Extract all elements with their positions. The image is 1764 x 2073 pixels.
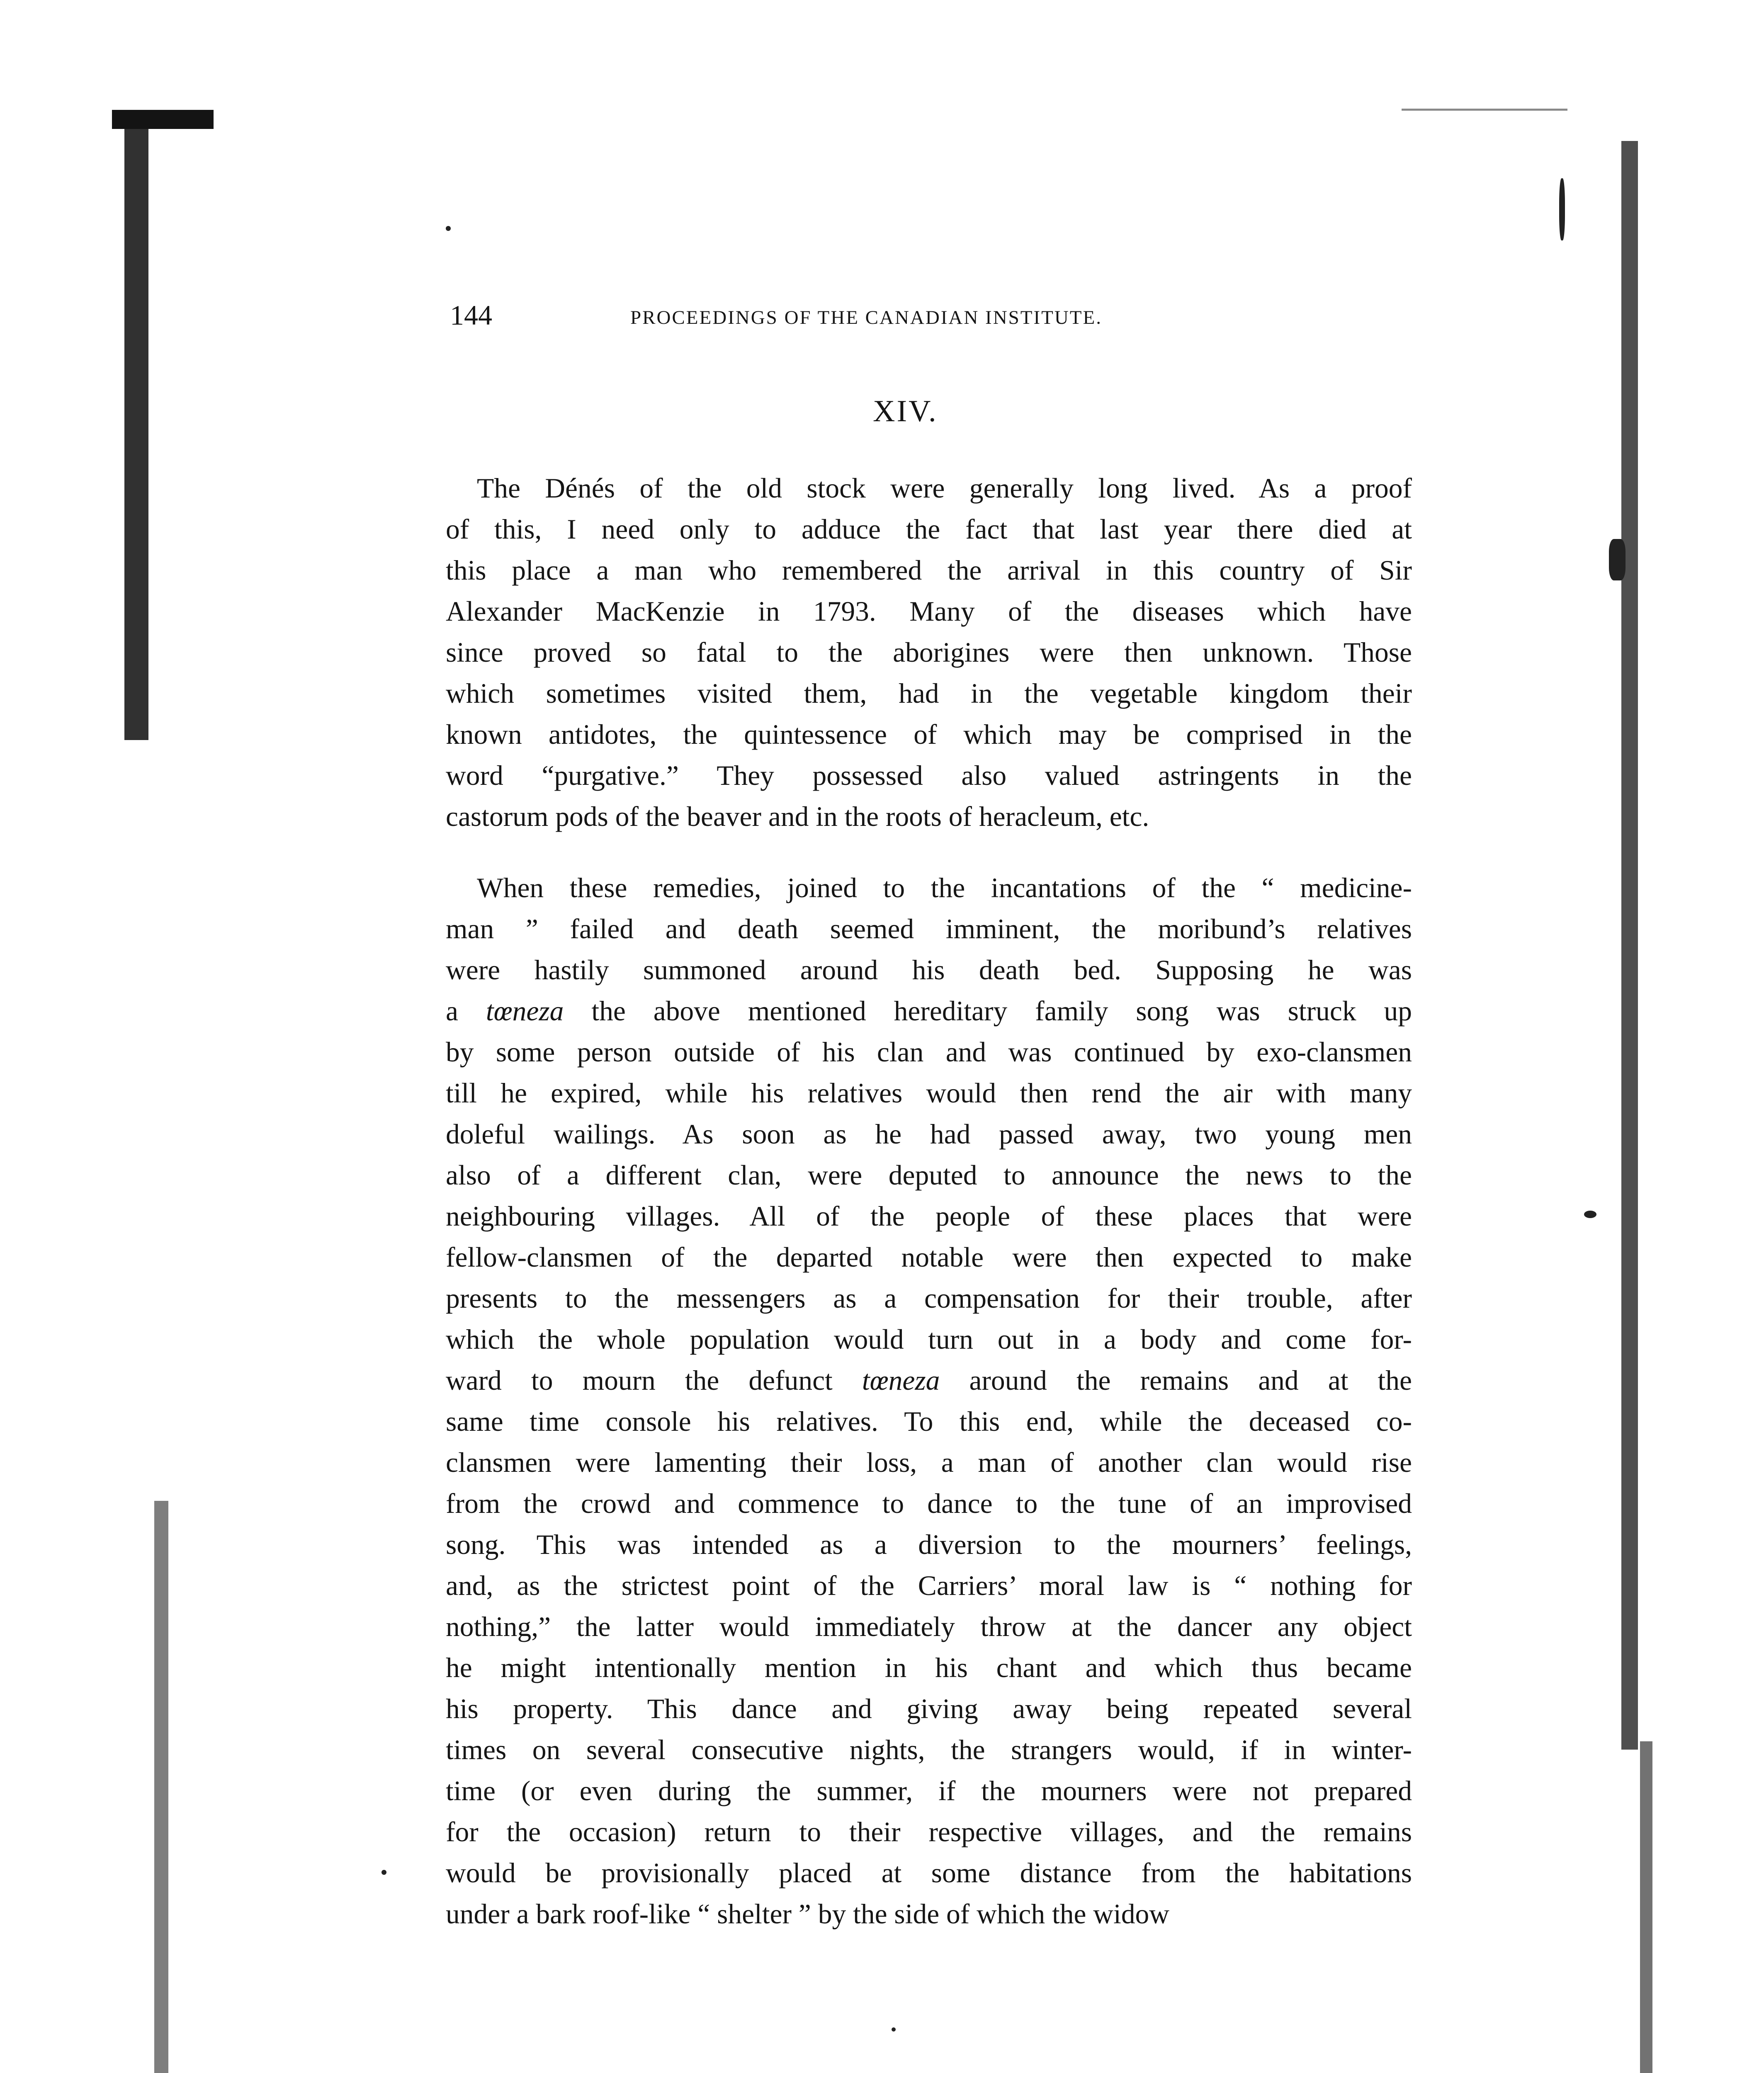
text-line: man ” failed and death seemed imminent, the moribund’s relatives	[446, 913, 1412, 944]
text-line: The Dénés of the old stock were generally long lived. As a proof	[477, 473, 1412, 504]
running-head: PROCEEDINGS OF THE CANADIAN INSTITUTE.	[630, 307, 1102, 328]
scan-border-right-lower	[1640, 1741, 1652, 2073]
text-line: times on several consecutive nights, the strangers would, if in winter-	[446, 1734, 1412, 1765]
body-paragraph	[446, 468, 1412, 837]
page-number: 144	[450, 299, 492, 331]
text-line: presents to the messengers as a compensation for their trouble, after	[446, 1283, 1412, 1314]
scan-border-left-upper	[124, 110, 148, 740]
section-numeral: XIV.	[873, 394, 938, 428]
scan-speck	[446, 226, 451, 231]
scan-rule-top	[1402, 109, 1567, 111]
text-line: doleful wailings. As soon as he had passed away, two young men	[446, 1119, 1412, 1150]
text-line: were hastily summoned around his death bed. Supposing he was	[446, 954, 1412, 986]
text-line: song. This was intended as a diversion to the mourners’ feelings,	[446, 1529, 1412, 1560]
scan-speck	[892, 2027, 896, 2032]
italic-term: tœneza	[862, 1365, 940, 1396]
text-line: under a bark roof-like “ shelter ” by the side of which the widow	[446, 1898, 1170, 1930]
text-line: would be provisionally placed at some distance from the habitations	[446, 1857, 1412, 1889]
text-line: till he expired, while his relatives would then rend the air with many	[446, 1078, 1412, 1109]
text-line: word “purgative.” They possessed also valued astringents in the	[446, 760, 1412, 791]
text-line: of this, I need only to adduce the fact that last year there died at	[446, 514, 1412, 545]
text-line: from the crowd and commence to dance to the tune of an improvised	[446, 1488, 1412, 1519]
text-line: ward to mourn the defunct tœneza around the remains and at the	[446, 1365, 1412, 1396]
text-line: which sometimes visited them, had in the vegetable kingdom their	[446, 678, 1412, 709]
scan-speck	[381, 1870, 386, 1875]
text-line: a tœneza the above mentioned hereditary family song was struck up	[446, 995, 1412, 1027]
text-line: known antidotes, the quintessence of which may be comprised in the	[446, 719, 1412, 750]
scan-mark	[1609, 539, 1626, 580]
text-line: he might intentionally mention in his chant and which thus became	[446, 1652, 1412, 1683]
text-line: also of a different clan, were deputed to announce the news to the	[446, 1160, 1412, 1191]
page-header	[423, 296, 1418, 334]
text-line: time (or even during the summer, if the mourners were not prepared	[446, 1775, 1412, 1806]
text-line: castorum pods of the beaver and in the roots of heracleum, etc.	[446, 801, 1149, 832]
text-line: neighbouring villages. All of the people of these places that were	[446, 1201, 1412, 1232]
text-line: and, as the strictest point of the Carriers’ moral law is “ nothing for	[446, 1570, 1412, 1601]
text-line: nothing,” the latter would immediately throw at the dancer any object	[446, 1611, 1412, 1642]
text-line: which the whole population would turn out in a body and come for-	[446, 1324, 1412, 1355]
text-line: his property. This dance and giving away being repeated several	[446, 1693, 1412, 1724]
text-line: by some person outside of his clan and was continued by exo-clansmen	[446, 1036, 1412, 1068]
text-line: since proved so fatal to the aborigines were then unknown. Those	[446, 637, 1412, 668]
scan-mark	[1559, 178, 1565, 240]
scan-border-right	[1621, 141, 1638, 1750]
text-line: same time console his relatives. To this end, while the deceased co-	[446, 1406, 1412, 1437]
scan-speck	[1584, 1211, 1596, 1218]
text-line: clansmen were lamenting their loss, a man of another clan would rise	[446, 1447, 1412, 1478]
text-line: Alexander MacKenzie in 1793. Many of the diseases which have	[446, 596, 1412, 627]
italic-term: tœneza	[486, 995, 564, 1027]
body-paragraph	[446, 867, 1412, 1935]
text-line: When these remedies, joined to the incantations of the “ medicine-	[477, 872, 1412, 903]
text-line: for the occasion) return to their respective villages, and the remains	[446, 1816, 1412, 1847]
scan-border-left-lower	[154, 1501, 168, 2073]
text-line: fellow-clansmen of the departed notable were then expected to make	[446, 1242, 1412, 1273]
text-line: this place a man who remembered the arrival in this country of Sir	[446, 555, 1412, 586]
